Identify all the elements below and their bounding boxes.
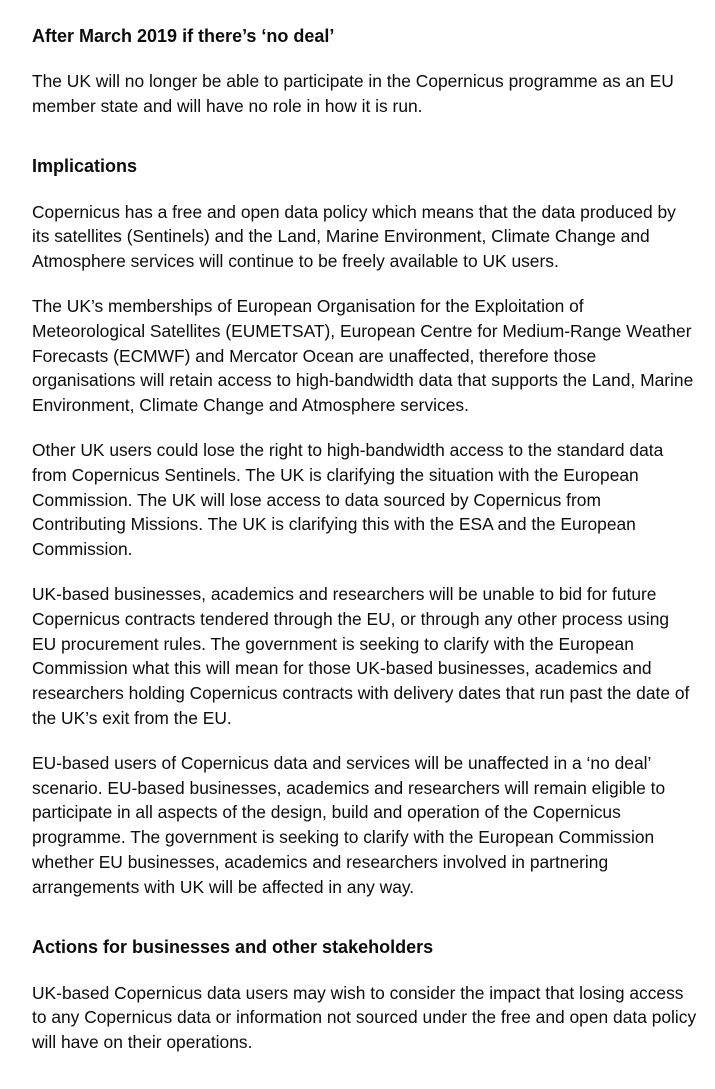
heading-implications: Implications bbox=[32, 155, 138, 176]
paragraph-open-data-policy: Copernicus has a free and open data policy which means that the data produced by its satellites (Sentinels) and the Land, Marine Environment, Climate Change and Atmosphere services will continue to be freely available to UK users. bbox=[32, 201, 676, 272]
paragraph-participation: The UK will no longer be able to participate in the Copernicus programme as an EU member state and will have no role in how it is run. bbox=[32, 71, 674, 116]
paragraph-data-users: UK-based Copernicus data users may wish to consider the impact that losing access to any Copernicus data or information not sourced under the free and open data policy will have on their operations. bbox=[32, 982, 697, 1053]
paragraph-memberships: The UK’s memberships of European Organisation for the Exploitation of Meteorological Satellites (EUMETSAT), European Centre for Medium-Range Weather Forecasts (ECMWF) and Mercator Ocean are unaffected, therefore those organisations will retain access to high-bandwidth data that supports the Land, Marine Environment, Climate Change and Atmosphere services. bbox=[32, 295, 694, 416]
paragraph-eu-users: EU-based users of Copernicus data and services will be unaffected in a ‘no deal’ scenario. EU-based businesses, academics and researchers will remain eligible to participate in all aspects of the design, build and operation of the Copernicus programme. The government is seeking to clarify with the European Commission whether EU businesses, academics and researchers involved in partnering arrangements with UK will be affected in any way. bbox=[32, 752, 666, 897]
paragraph-other-users: Other UK users could lose the right to high-bandwidth access to the standard data from Copernicus Sentinels. The UK is clarifying the situation with the European Commission. The UK will lose access to data sourced by Copernicus from Contributing Missions. The UK is clarifying this with the ESA and the European Commission. bbox=[32, 439, 664, 560]
heading-no-deal: After March 2019 if there’s ‘no deal’ bbox=[32, 26, 335, 46]
paragraph-uk-businesses: UK-based businesses, academics and researchers will be unable to bid for future Copernicus contracts tendered through the EU, or through any other process using EU procurement rules. The government is seeking to clarify with the European Commission what this will mean for those UK-based businesses, academics and researchers holding Copernicus contracts with delivery dates that run past the date of the UK’s exit from the EU. bbox=[32, 583, 690, 728]
heading-actions: Actions for businesses and other stakeholders bbox=[32, 936, 434, 957]
